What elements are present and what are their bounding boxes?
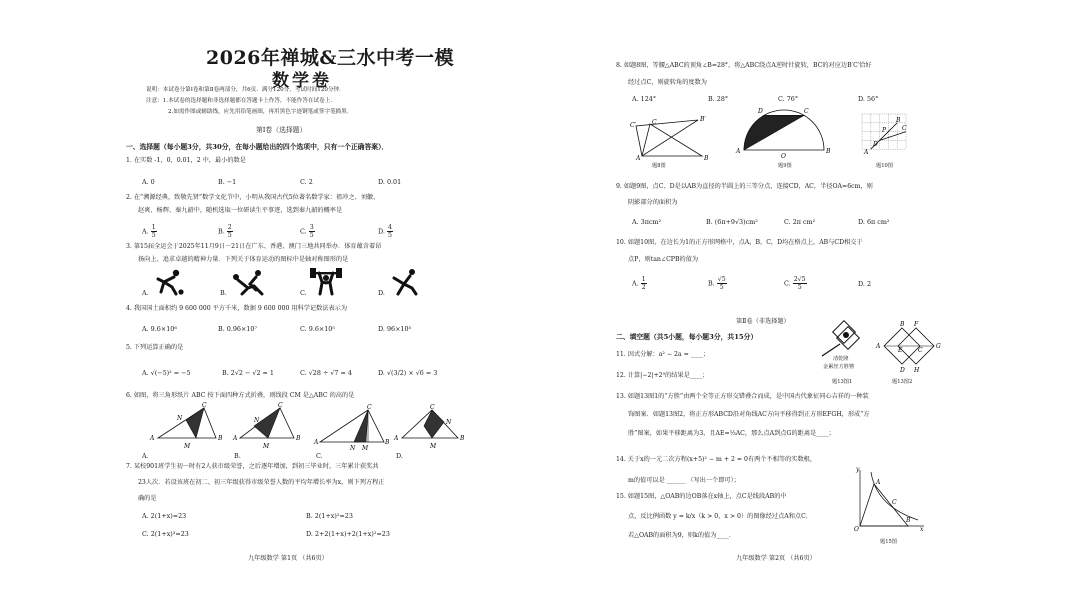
weightlifting-icon (308, 266, 344, 296)
q6-figure-b (230, 404, 306, 450)
q6-figure-a (146, 404, 224, 450)
q5-option-b: B. 2√2 − √2 = 1 (222, 369, 275, 377)
figure-9-caption: 题9图 (778, 163, 792, 169)
q9-option-a: A. 3πcm² (632, 218, 662, 226)
exam-title: 2026年禅城&三水中考一模 (206, 47, 455, 69)
fig9-label-o: O (781, 153, 786, 160)
q6a-label-c: C (202, 402, 207, 409)
q6d-label-n: N (446, 419, 452, 426)
q2-option-c-fraction: $\frac{3}{5}$ (309, 224, 314, 239)
q8-option-d: D. 56° (858, 95, 879, 103)
fig15-label-c: C (892, 499, 897, 506)
q13-line-2: 饰图案．如题13图2，将正方形ABCD沿对角线AC方向平移得到正方形EFGH，形成“方 (628, 411, 870, 418)
figure-15 (852, 466, 926, 532)
q2-line-2: 赵爽、杨辉、秦九韶中，随机选取一位研读生平事迹，选到秦九韶的概率是 (138, 207, 343, 214)
martial-arts-icon (388, 268, 422, 296)
fig13-label-c: C (918, 347, 923, 354)
figure-10-caption: 题10图 (876, 163, 893, 169)
q6a-label-b: B (218, 435, 223, 442)
fig8-label-a: A (636, 155, 641, 162)
q9-option-d: D. 6π cm² (858, 218, 890, 226)
q8-line-1: 8. 如题8图，等腰△ABC的顶角∠B=28°，将△ABC绕点A逆时针旋转，BC的对应边B′C′恰好 (616, 62, 872, 69)
q2-option-c: C. $\frac{3}{5}$ (300, 224, 314, 239)
q10-option-a: A. $\frac{1}{2}$ (632, 276, 646, 291)
fig10-label-b: B (896, 117, 901, 124)
fig15-label-b: B (906, 517, 911, 524)
q5-stem: 5. 下列运算正确的是 (126, 344, 184, 351)
q10-option-b-fraction: $\frac{√5}{5}$ (717, 276, 726, 291)
q3-line-1: 3. 第15届全运会于2025年11月9日－21日在广东、香港、澳门三地共同举办．体育蕴含着昂 (126, 243, 382, 250)
q10-option-c-fraction: $\frac{2√5}{5}$ (793, 276, 806, 291)
q7-line-1: 7. 某校901班学生初一时有2人获市级荣誉，之后逐年增加，到初三毕业时，三年累计获奖共 (126, 463, 379, 470)
q15-line-3: 若△OAB的面积为9，则k的值为____． (628, 532, 735, 539)
q6d-label-b: B (460, 435, 465, 442)
q11-text: 11. 因式分解：a² − 2a = ____； (616, 351, 710, 358)
fig8-label-b-prime: B′ (700, 116, 706, 123)
q6b-label-m: M (263, 443, 270, 450)
q8-option-a: A. 124° (632, 95, 657, 103)
fig9-label-c: C (804, 108, 809, 115)
q1-option-d: D. 0.01 (378, 178, 402, 186)
fig9-label-d: D (758, 108, 763, 115)
exam-subtitle: 数学卷 (272, 71, 332, 91)
q5-option-c: C. √28 ÷ √7 = 4 (300, 369, 352, 377)
q8-line-2: 经过点C，则旋转角的度数为 (628, 79, 707, 86)
fig13-label-d: D (900, 367, 905, 374)
q10-line-1: 10. 如题10图，在边长为1的正方形网格中，点A，B，C，D均在格点上，AB与CD相交于 (616, 239, 863, 246)
q14-line-1: 14. 关于x的一元二次方程(x+5)² − m + 2 = 0有两个不相等的实数根， (616, 456, 817, 463)
fig13-label-g: G (936, 343, 941, 350)
q2-line-1: 2. 在“溯源经典，致敬先贤”数学文化节中，小明从我国古代5位著名数学家：祖冲之、刘徽、 (126, 194, 380, 201)
q7-line-2: 23人次．若设该班在初二、初三年级获得市级荣誉人数的平均年增长率为x，则下列方程正 (138, 479, 385, 486)
q3-line-2: 扬向上、追求卓越的精神力量．下列关于体育运动的图标中是轴对称图形的是 (138, 256, 349, 263)
q6a-label-a: A (150, 435, 155, 442)
fig10-label-p: P (882, 127, 887, 134)
fig8-label-b: B (704, 155, 709, 162)
q15-line-2: 点，反比例函数 y = k/x（k > 0，x > 0）的图像经过点A和点C． (628, 513, 813, 520)
fig15-label-a: A (876, 479, 881, 486)
q6-figure-c (314, 404, 390, 450)
q4-option-d: D. 96×10⁵ (378, 325, 412, 333)
q6c-label-a: A (314, 439, 319, 446)
figure-15-caption: 题15图 (880, 539, 897, 545)
q6c-label-c: C (367, 404, 372, 411)
fig9-label-b: B (826, 148, 831, 155)
q6b-label-n: N (254, 417, 260, 424)
q6-stem: 6. 如图，将三角形纸片 ABC 按下面四种方式折叠，则线段 CM 是△ABC 的高的是 (126, 392, 355, 399)
q6d-label-m: M (430, 443, 437, 450)
exam-note-2: 注意：1.本试卷的选择题和非选择题都在答题卡上作答，不能作答在试卷上． (146, 98, 336, 104)
figure-8-caption: 题8图 (652, 163, 666, 169)
figure-10 (858, 110, 912, 154)
figure-13-1-hairpin (820, 320, 870, 360)
q3-option-d: D. (378, 289, 385, 297)
q6-figure-d (392, 404, 466, 450)
q4-option-b: B. 0.96×10⁷ (218, 325, 258, 333)
q6a-label-m: M (184, 443, 191, 450)
figure-13-1-caption-line-1: 清乾隆 (833, 356, 849, 362)
part2-title: 第Ⅱ卷（非选择题） (736, 318, 790, 325)
q2-option-d: D. $\frac{4}{5}$ (378, 224, 392, 239)
q7-option-a: A. 2(1+x)=23 (142, 512, 187, 520)
exam-note-3: 2.如需作图或辅助线，应先用铅笔画图，再用黑色字迹钢笔或签字笔描黑． (168, 109, 353, 115)
q2-option-a: A. $\frac{1}{5}$ (142, 224, 156, 239)
q1-option-c: C. 2 (300, 178, 313, 186)
section2-heading: 二、填空题（共5小题，每小题3分，共15分） (616, 333, 758, 341)
fig10-label-d: D (873, 141, 878, 148)
q6-option-c: C. (316, 452, 323, 460)
q10-line-2: 点P，则tan∠CPB的值为 (628, 256, 699, 263)
fig10-label-c: C (902, 125, 907, 132)
fig8-label-c: C (652, 119, 657, 126)
q7-option-b: B. 2(1+x)²=23 (306, 512, 353, 520)
q5-option-a: A. √(−5)² = −5 (142, 369, 191, 377)
fig13-label-f: F (914, 321, 919, 328)
q6-option-d: D. (396, 452, 403, 460)
q15-line-1: 15. 如题15图，△OAB的边OB落在x轴上，点C是线段AB的中 (616, 493, 787, 500)
q1-option-a: A. 0 (142, 178, 155, 186)
q6a-label-n: N (177, 415, 183, 422)
wrestling-icon (228, 268, 268, 296)
q4-option-a: A. 9.6×10⁶ (142, 325, 177, 333)
q2-option-b: B. $\frac{2}{5}$ (218, 224, 232, 239)
fig15-label-y: y (856, 466, 860, 473)
q2-option-a-fraction: $\frac{1}{5}$ (151, 224, 156, 239)
fig15-label-x: x (920, 526, 924, 533)
q9-option-c: C. 2π cm² (784, 218, 816, 226)
exam-page-2 (540, 0, 1080, 608)
figure-9 (736, 106, 832, 160)
q7-option-c: C. 2(1+x)³=23 (142, 530, 189, 538)
fig13-label-a: A (876, 343, 881, 350)
figure-13-1-label: 题13图1 (832, 379, 853, 385)
part1-title: 第Ⅰ卷（选择题） (256, 126, 307, 134)
fig8-label-c-prime: C′ (630, 122, 636, 129)
q3-option-a: A. (142, 289, 149, 297)
section1-heading: 一、选择题（每小题3分，共30分，在每小题给出的四个选项中，只有一个正确答案）． (126, 143, 389, 151)
fig15-label-o: O (854, 526, 859, 533)
q10-option-c: C. $\frac{2√5}{5}$ (784, 276, 806, 291)
figure-13-2 (874, 318, 942, 374)
q6b-label-c: C (278, 402, 283, 409)
q12-text: 12. 计算|−2|+2⁰的结果是____； (616, 372, 709, 379)
fig13-label-b: B (900, 321, 905, 328)
figure-13-2-label: 题13图2 (892, 379, 913, 385)
figure-13-1-caption-line-2: 金累丝方胜簪 (823, 364, 855, 370)
q9-option-b: B. (6π+9√3)cm² (706, 218, 758, 226)
q6d-label-a: A (394, 435, 399, 442)
q4-stem: 4. 我国国土面积约 9 600 000 平方千米，数据 9 600 000 用科学记数法表示为 (126, 305, 348, 312)
q13-line-1: 13. 如题13图1的“方胜”由两个全等正方形交错叠合而成，是中国古代象征同心吉祥的一种装 (616, 393, 869, 400)
football-player-icon (150, 268, 186, 296)
q9-line-1: 9. 如题9图，点C、D是以AB为直径的半圆上的三等分点，连接CD，AC，半径OA=6cm，则 (616, 183, 873, 190)
q7-line-3: 确的是 (138, 495, 157, 502)
fig13-label-e: E (898, 347, 903, 354)
q6b-label-b: B (296, 435, 301, 442)
q6c-label-m: M (362, 445, 369, 452)
q5-option-d: D. √(3/2) × √6 = 3 (378, 369, 438, 377)
q9-line-2: 阴影部分的面积为 (628, 199, 678, 206)
q13-line-3: 胜”图案，如果平移距离为3，且AE=⅓AC，那么点A到点G的距离是____； (628, 430, 835, 437)
fig13-label-h: H (914, 367, 920, 374)
q8-option-b: B. 28° (708, 95, 729, 103)
q6c-label-n: N (350, 445, 356, 452)
exam-note-1: 说明：本试卷分第Ⅰ卷和第Ⅱ卷两部分，共6页．满分120分，考试时间120分钟． (146, 87, 345, 93)
q4-option-c: C. 9.6×10⁵ (300, 325, 335, 333)
q6c-label-b: B (385, 439, 390, 446)
q6b-label-a: A (233, 435, 238, 442)
q10-option-d: D. 2 (858, 280, 872, 288)
q10-option-b: B. $\frac{√5}{5}$ (708, 276, 726, 291)
q6d-label-c: C (430, 404, 435, 411)
q1-option-b: B. −1 (218, 178, 237, 186)
page-2-footer: 九年级数学 第2页 （共6页） (736, 555, 816, 562)
page-1-footer: 九年级数学 第1页 （共6页） (248, 555, 328, 562)
q6-option-a: A. (142, 452, 149, 460)
fig9-label-a: A (736, 148, 741, 155)
q3-option-b: B. (220, 289, 227, 297)
fig10-label-a: A (864, 149, 869, 156)
q1-stem: 1. 在实数 -1，0，0.01，2 中，最小的数是 (126, 157, 246, 164)
q2-option-b-fraction: $\frac{2}{5}$ (227, 224, 232, 239)
q6-option-b: B. (234, 452, 241, 460)
q10-option-a-fraction: $\frac{1}{2}$ (641, 276, 646, 291)
q14-line-2: m的值可以是 ______ （写出一个即可）； (628, 477, 740, 484)
figure-8 (630, 112, 710, 162)
q8-option-c: C. 76° (778, 95, 799, 103)
q2-option-d-fraction: $\frac{4}{5}$ (387, 224, 392, 239)
q3-option-c: C. (300, 289, 307, 297)
q7-option-d: D. 2+2(1+x)+2(1+x)²=23 (306, 530, 390, 538)
